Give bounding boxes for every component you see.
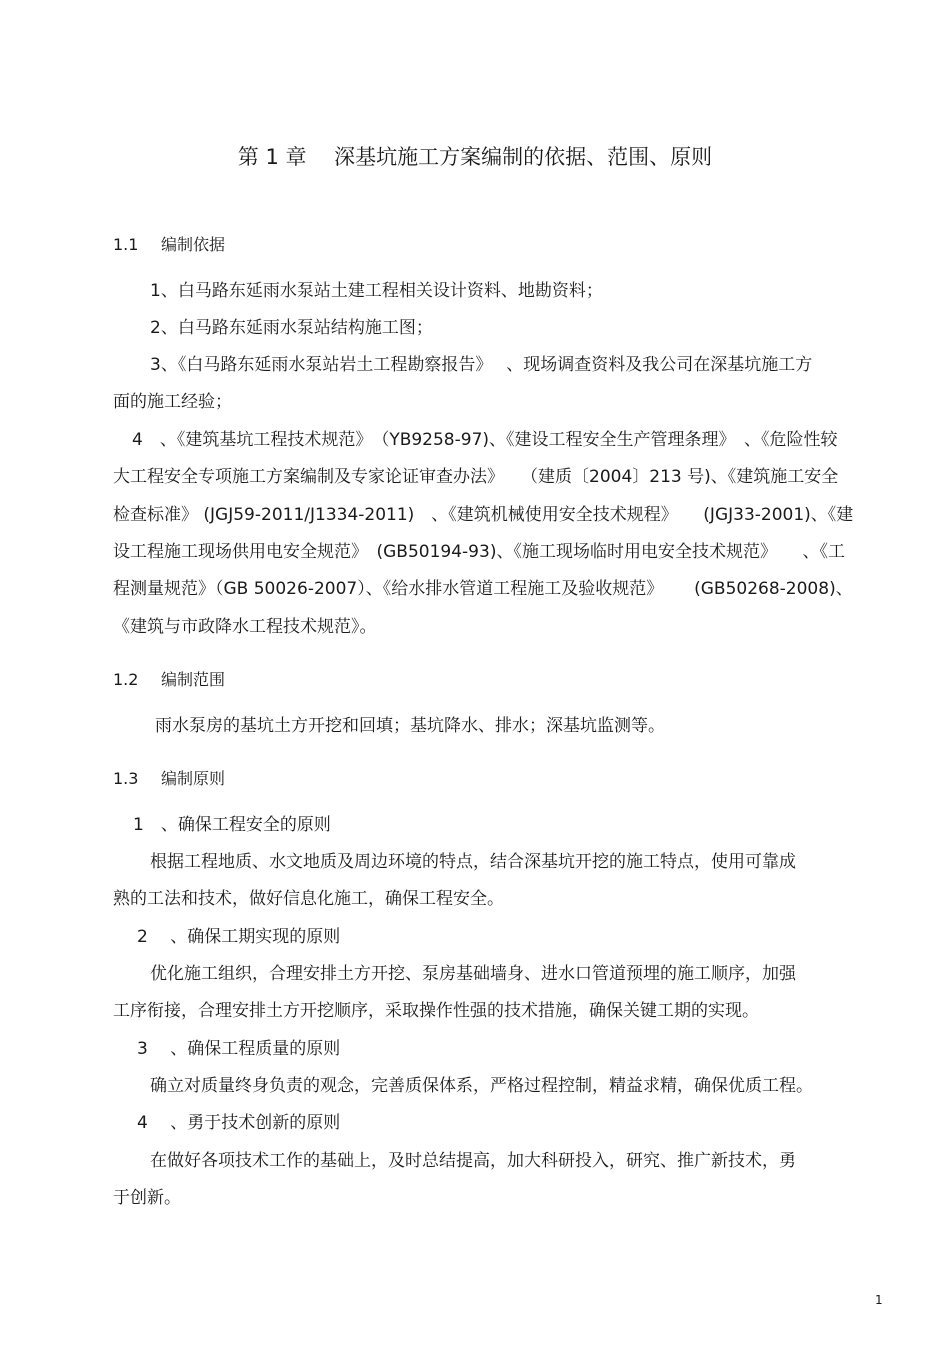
- section-number: 1.1: [113, 235, 139, 254]
- principle-4-line-2: 于创新。: [113, 1188, 181, 1208]
- principle-heading-1: 1 、确保工程安全的原则: [133, 815, 331, 835]
- scope-text: 雨水泵房的基坑土方开挖和回填；基坑降水、排水；深基坑监测等。: [155, 716, 665, 736]
- page-number: 1: [875, 1293, 883, 1307]
- section-title: 编制范围: [161, 670, 226, 689]
- section-title: 编制依据: [161, 235, 226, 254]
- basis-line-4-cont-2: 检查标准》 (JGJ59-2011/J1334-2011) 、《建筑机械使用安全技术规程》 (JGJ33-2001)、《建: [113, 505, 854, 525]
- section-number: 1.2: [113, 670, 139, 689]
- principle-2-line-1: 优化施工组织，合理安排土方开挖、泵房基础墙身、进水口管道预埋的施工顺序，加强: [150, 964, 796, 984]
- section-heading-1-2: [113, 668, 225, 692]
- basis-line-4: 4 、《建筑基坑工程技术规范》 （YB9258-97)、《建设工程安全生产管理条理》 、《危险性较: [132, 430, 838, 450]
- basis-line-2: 2、白马路东延雨水泵站结构施工图；: [150, 318, 433, 338]
- principle-1-line-2: 熟的工法和技术，做好信息化施工，确保工程安全。: [113, 889, 504, 909]
- chapter-title: 第 1 章 深基坑施工方案编制的依据、范围、原则: [237, 145, 713, 169]
- section-number: 1.3: [113, 769, 139, 788]
- principle-heading-4: 4 、勇于技术创新的原则: [137, 1113, 341, 1133]
- principle-4-line-1: 在做好各项技术工作的基础上，及时总结提高，加大科研投入，研究、推广新技术，勇: [150, 1151, 796, 1171]
- basis-line-4-cont-1: 大工程安全专项施工方案编制及专家论证审查办法》 （建质〔2004〕213 号)、《建筑施工安全: [113, 467, 839, 487]
- section-title: 编制原则: [161, 769, 226, 788]
- principle-3-line-1: 确立对质量终身负责的观念，完善质保体系，严格过程控制，精益求精，确保优质工程。: [150, 1076, 813, 1096]
- basis-line-4-cont-3: 设工程施工现场供用电安全规范》 (GB50194-93)、《施工现场临时用电安全技术规范》 、《工: [113, 542, 845, 562]
- principle-heading-3: 3 、确保工程质量的原则: [137, 1039, 341, 1059]
- section-heading-1-1: [113, 233, 225, 257]
- principle-2-line-2: 工序衔接，合理安排土方开挖顺序，采取操作性强的技术措施，确保关键工期的实现。: [113, 1001, 759, 1021]
- basis-line-1: 1、白马路东延雨水泵站土建工程相关设计资料、地勘资料；: [150, 281, 603, 301]
- basis-line-3-cont: 面的施工经验；: [113, 392, 232, 412]
- section-heading-1-3: [113, 767, 225, 791]
- basis-line-3: 3、《白马路东延雨水泵站岩土工程勘察报告》 、现场调查资料及我公司在深基坑施工方: [150, 355, 813, 375]
- principle-heading-2: 2 、确保工期实现的原则: [137, 927, 341, 947]
- basis-line-4-cont-4: 程测量规范》（GB 50026-2007）、《给水排水管道工程施工及验收规范》 (GB50268-2008)、: [113, 579, 853, 599]
- basis-line-4-cont-5: 《建筑与市政降水工程技术规范》。: [113, 617, 377, 637]
- principle-1-line-1: 根据工程地质、水文地质及周边环境的特点，结合深基坑开挖的施工特点，使用可靠成: [150, 852, 796, 872]
